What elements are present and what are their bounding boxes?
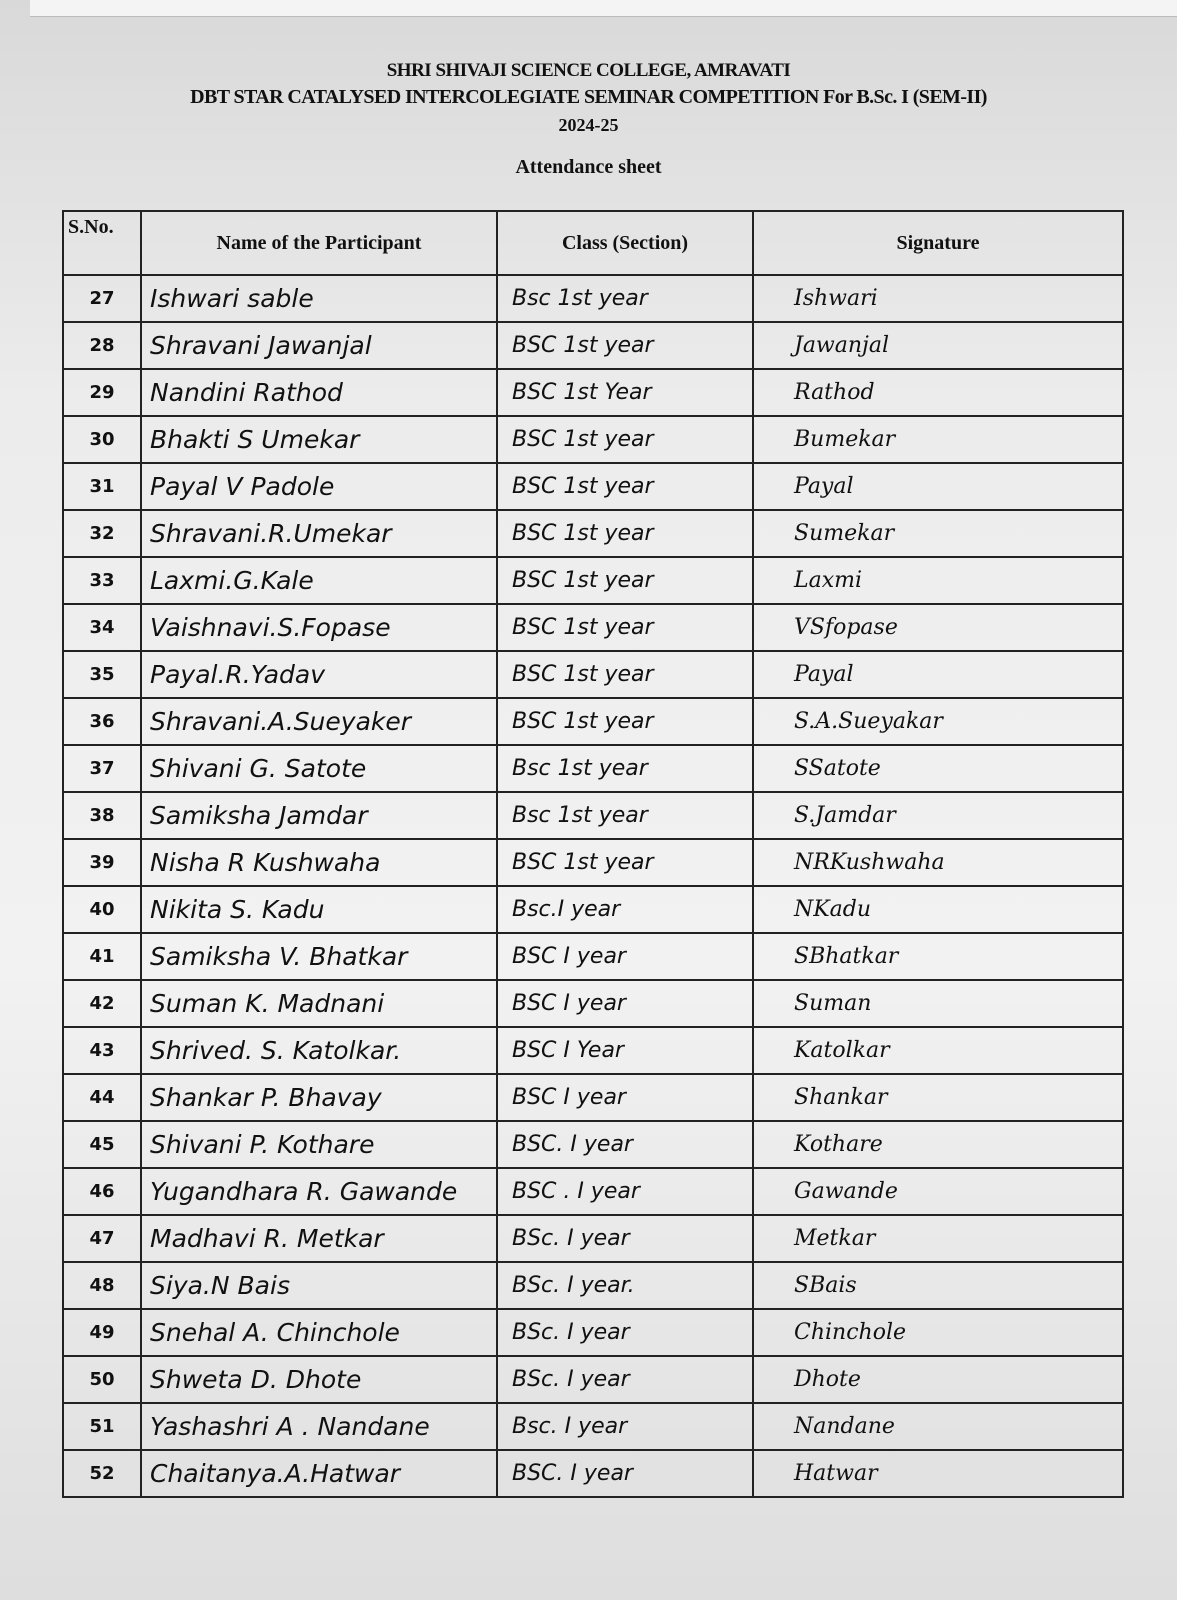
table-row	[63, 1027, 1123, 1074]
table-row	[63, 369, 1123, 416]
competition-title: DBT STAR CATALYSED INTERCOLEGIATE SEMINAR COMPETITION For B.Sc. I (SEM-II)	[190, 86, 987, 108]
participant-name: Payal V Padole	[141, 463, 497, 510]
row-sno: 45	[63, 1121, 141, 1168]
table-row	[63, 886, 1123, 933]
signature: Nandane	[753, 1403, 1123, 1450]
participant-name: Nandini Rathod	[141, 369, 497, 416]
table-row	[63, 416, 1123, 463]
column-header-class: Class (Section)	[497, 211, 753, 275]
table-row	[63, 1168, 1123, 1215]
participant-name: Laxmi.G.Kale	[141, 557, 497, 604]
class-section: BSC I Year	[497, 1027, 753, 1074]
row-sno: 39	[63, 839, 141, 886]
signature: VSfopase	[753, 604, 1123, 651]
row-sno: 31	[63, 463, 141, 510]
participant-name: Payal.R.Yadav	[141, 651, 497, 698]
participant-name: Shrived. S. Katolkar.	[141, 1027, 497, 1074]
participant-name: Ishwari sable	[141, 275, 497, 322]
row-sno: 27	[63, 275, 141, 322]
class-section: BSC 1st year	[497, 839, 753, 886]
class-section: Bsc.I year	[497, 886, 753, 933]
table-row	[63, 510, 1123, 557]
signature: Metkar	[753, 1215, 1123, 1262]
row-sno: 34	[63, 604, 141, 651]
signature: Shankar	[753, 1074, 1123, 1121]
row-sno: 40	[63, 886, 141, 933]
class-section: BSC. I year	[497, 1121, 753, 1168]
class-section: BSC 1st year	[497, 698, 753, 745]
table-row	[63, 1074, 1123, 1121]
class-section: Bsc. I year	[497, 1403, 753, 1450]
table-row	[63, 322, 1123, 369]
participant-name: Yashashri A . Nandane	[141, 1403, 497, 1450]
table-row	[63, 745, 1123, 792]
class-section: BSC 1st year	[497, 416, 753, 463]
signature: Dhote	[753, 1356, 1123, 1403]
academic-year: 2024-25	[558, 115, 619, 135]
signature: S.Jamdar	[753, 792, 1123, 839]
class-section: Bsc 1st year	[497, 792, 753, 839]
class-section: BSC 1st year	[497, 463, 753, 510]
participant-name: Shravani.A.Sueyaker	[141, 698, 497, 745]
table-row	[63, 980, 1123, 1027]
signature: Bumekar	[753, 416, 1123, 463]
participant-name: Yugandhara R. Gawande	[141, 1168, 497, 1215]
column-header-signature: Signature	[753, 211, 1123, 275]
table-row	[63, 1356, 1123, 1403]
class-section: BSc. I year.	[497, 1262, 753, 1309]
class-section: BSC I year	[497, 1074, 753, 1121]
signature: Jawanjal	[753, 322, 1123, 369]
signature: Laxmi	[753, 557, 1123, 604]
participant-name: Vaishnavi.S.Fopase	[141, 604, 497, 651]
table-row	[63, 651, 1123, 698]
class-section: BSC. I year	[497, 1450, 753, 1497]
participant-name: Snehal A. Chinchole	[141, 1309, 497, 1356]
participant-name: Shivani G. Satote	[141, 745, 497, 792]
class-section: BSC 1st year	[497, 604, 753, 651]
table-row	[63, 839, 1123, 886]
row-sno: 37	[63, 745, 141, 792]
class-section: BSc. I year	[497, 1309, 753, 1356]
participant-name: Samiksha V. Bhatkar	[141, 933, 497, 980]
participant-name: Samiksha Jamdar	[141, 792, 497, 839]
signature: Payal	[753, 463, 1123, 510]
row-sno: 43	[63, 1027, 141, 1074]
participant-name: Shravani.R.Umekar	[141, 510, 497, 557]
row-sno: 32	[63, 510, 141, 557]
class-section: BSC 1st year	[497, 557, 753, 604]
signature: Sumekar	[753, 510, 1123, 557]
participant-name: Bhakti S Umekar	[141, 416, 497, 463]
row-sno: 50	[63, 1356, 141, 1403]
signature: Kothare	[753, 1121, 1123, 1168]
class-section: BSC I year	[497, 933, 753, 980]
table-row	[63, 275, 1123, 322]
row-sno: 47	[63, 1215, 141, 1262]
column-header-sno: S.No.	[63, 211, 141, 275]
table-row	[63, 604, 1123, 651]
participant-name: Chaitanya.A.Hatwar	[141, 1450, 497, 1497]
table-row	[63, 792, 1123, 839]
class-section: BSC 1st year	[497, 510, 753, 557]
participant-name: Shankar P. Bhavay	[141, 1074, 497, 1121]
table-row	[63, 698, 1123, 745]
signature: SBais	[753, 1262, 1123, 1309]
participant-name: Suman K. Madnani	[141, 980, 497, 1027]
table-row	[63, 1121, 1123, 1168]
participant-name: Nikita S. Kadu	[141, 886, 497, 933]
participant-name: Shweta D. Dhote	[141, 1356, 497, 1403]
row-sno: 49	[63, 1309, 141, 1356]
row-sno: 30	[63, 416, 141, 463]
table-row	[63, 1450, 1123, 1497]
class-section: BSC 1st year	[497, 651, 753, 698]
document-header	[0, 60, 1177, 179]
signature: Hatwar	[753, 1450, 1123, 1497]
class-section: BSc. I year	[497, 1356, 753, 1403]
row-sno: 51	[63, 1403, 141, 1450]
class-section: BSC 1st year	[497, 322, 753, 369]
class-section: BSC I year	[497, 980, 753, 1027]
table-row	[63, 1215, 1123, 1262]
row-sno: 44	[63, 1074, 141, 1121]
signature: NRKushwaha	[753, 839, 1123, 886]
participant-name: Siya.N Bais	[141, 1262, 497, 1309]
row-sno: 28	[63, 322, 141, 369]
signature: SSatote	[753, 745, 1123, 792]
sheet-title: Attendance sheet	[515, 156, 662, 178]
table-row	[63, 1403, 1123, 1450]
table-row	[63, 1309, 1123, 1356]
participant-name: Shravani Jawanjal	[141, 322, 497, 369]
signature: Ishwari	[753, 275, 1123, 322]
document-ruler	[30, 0, 1177, 17]
signature: SBhatkar	[753, 933, 1123, 980]
signature: Suman	[753, 980, 1123, 1027]
row-sno: 36	[63, 698, 141, 745]
signature: NKadu	[753, 886, 1123, 933]
row-sno: 48	[63, 1262, 141, 1309]
column-header-name: Name of the Participant	[141, 211, 497, 275]
row-sno: 42	[63, 980, 141, 1027]
participant-name: Madhavi R. Metkar	[141, 1215, 497, 1262]
attendance-table	[62, 210, 1124, 1498]
signature: Payal	[753, 651, 1123, 698]
class-section: Bsc 1st year	[497, 275, 753, 322]
signature: S.A.Sueyakar	[753, 698, 1123, 745]
table-header-row	[63, 211, 1123, 275]
college-name: SHRI SHIVAJI SCIENCE COLLEGE, AMRAVATI	[386, 60, 791, 81]
table-row	[63, 557, 1123, 604]
row-sno: 41	[63, 933, 141, 980]
class-section: Bsc 1st year	[497, 745, 753, 792]
participant-name: Nisha R Kushwaha	[141, 839, 497, 886]
class-section: BSC 1st Year	[497, 369, 753, 416]
signature: Chinchole	[753, 1309, 1123, 1356]
table-row	[63, 933, 1123, 980]
row-sno: 52	[63, 1450, 141, 1497]
participant-name: Shivani P. Kothare	[141, 1121, 497, 1168]
row-sno: 46	[63, 1168, 141, 1215]
row-sno: 35	[63, 651, 141, 698]
row-sno: 29	[63, 369, 141, 416]
row-sno: 33	[63, 557, 141, 604]
signature: Rathod	[753, 369, 1123, 416]
signature: Katolkar	[753, 1027, 1123, 1074]
signature: Gawande	[753, 1168, 1123, 1215]
class-section: BSc. I year	[497, 1215, 753, 1262]
table-row	[63, 463, 1123, 510]
table-row	[63, 1262, 1123, 1309]
class-section: BSC . I year	[497, 1168, 753, 1215]
row-sno: 38	[63, 792, 141, 839]
